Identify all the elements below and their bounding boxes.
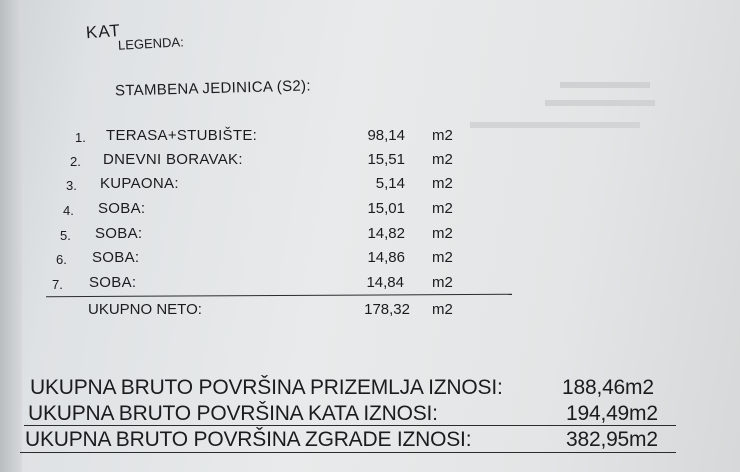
total-label: UKUPNO NETO:: [88, 301, 202, 318]
room-row: [52, 274, 452, 296]
room-name: KUPAONA:: [100, 175, 179, 192]
room-area: 15,51: [367, 151, 405, 168]
room-row: [75, 127, 475, 149]
room-unit: m2: [432, 151, 453, 168]
room-number: 5.: [60, 228, 71, 243]
summary-value: 188,46m2: [562, 376, 654, 399]
room-number: 6.: [56, 252, 67, 267]
room-name: SOBA:: [89, 274, 137, 291]
summary-label: UKUPNA BRUTO POVRŠINA PRIZEMLJA IZNOSI:: [30, 376, 503, 399]
legend-label: LEGENDA:: [117, 34, 185, 53]
total-unit: m2: [432, 301, 453, 318]
room-unit: m2: [432, 200, 453, 217]
room-name: DNEVNI BORAVAK:: [103, 151, 243, 168]
room-area: 5,14: [375, 175, 405, 192]
room-number: 3.: [66, 178, 77, 193]
summary-row: [25, 428, 675, 454]
room-number: 4.: [63, 203, 74, 218]
room-number: 2.: [70, 154, 81, 169]
total-area: 178,32: [364, 301, 410, 318]
room-unit: m2: [432, 175, 453, 192]
floor-label: KAT: [85, 20, 122, 43]
summary-underline: [24, 425, 676, 426]
room-name: TERASA+STUBIŠTE:: [106, 127, 258, 144]
page-edge: [0, 0, 22, 472]
summary-underline: [20, 452, 676, 453]
room-area: 98,14: [367, 127, 405, 144]
room-name: SOBA:: [98, 200, 146, 217]
room-row: [70, 151, 470, 173]
summary-label: UKUPNA BRUTO POVRŠINA KATA IZNOSI:: [28, 402, 438, 425]
summary-row: [30, 376, 680, 402]
room-area: 14,82: [367, 225, 405, 242]
room-unit: m2: [432, 127, 453, 144]
room-number: 7.: [52, 277, 63, 292]
room-area: 14,84: [366, 274, 404, 291]
summary-label: UKUPNA BRUTO POVRŠINA ZGRADE IZNOSI:: [25, 428, 472, 451]
room-number: 1.: [75, 130, 86, 145]
summary-value: 194,49m2: [566, 402, 658, 425]
room-row: [60, 225, 460, 247]
room-area: 15,01: [367, 200, 405, 217]
room-area: 14,86: [367, 249, 405, 266]
unit-title: STAMBENA JEDINICA (S2):: [114, 77, 312, 100]
room-name: SOBA:: [92, 249, 140, 266]
room-unit: m2: [432, 225, 453, 242]
room-row: [63, 200, 463, 222]
room-name: SOBA:: [95, 225, 143, 242]
summary-value: 382,95m2: [566, 428, 658, 451]
room-row: [66, 175, 466, 197]
room-row: [56, 249, 456, 271]
room-unit: m2: [432, 274, 453, 291]
room-unit: m2: [432, 249, 453, 266]
